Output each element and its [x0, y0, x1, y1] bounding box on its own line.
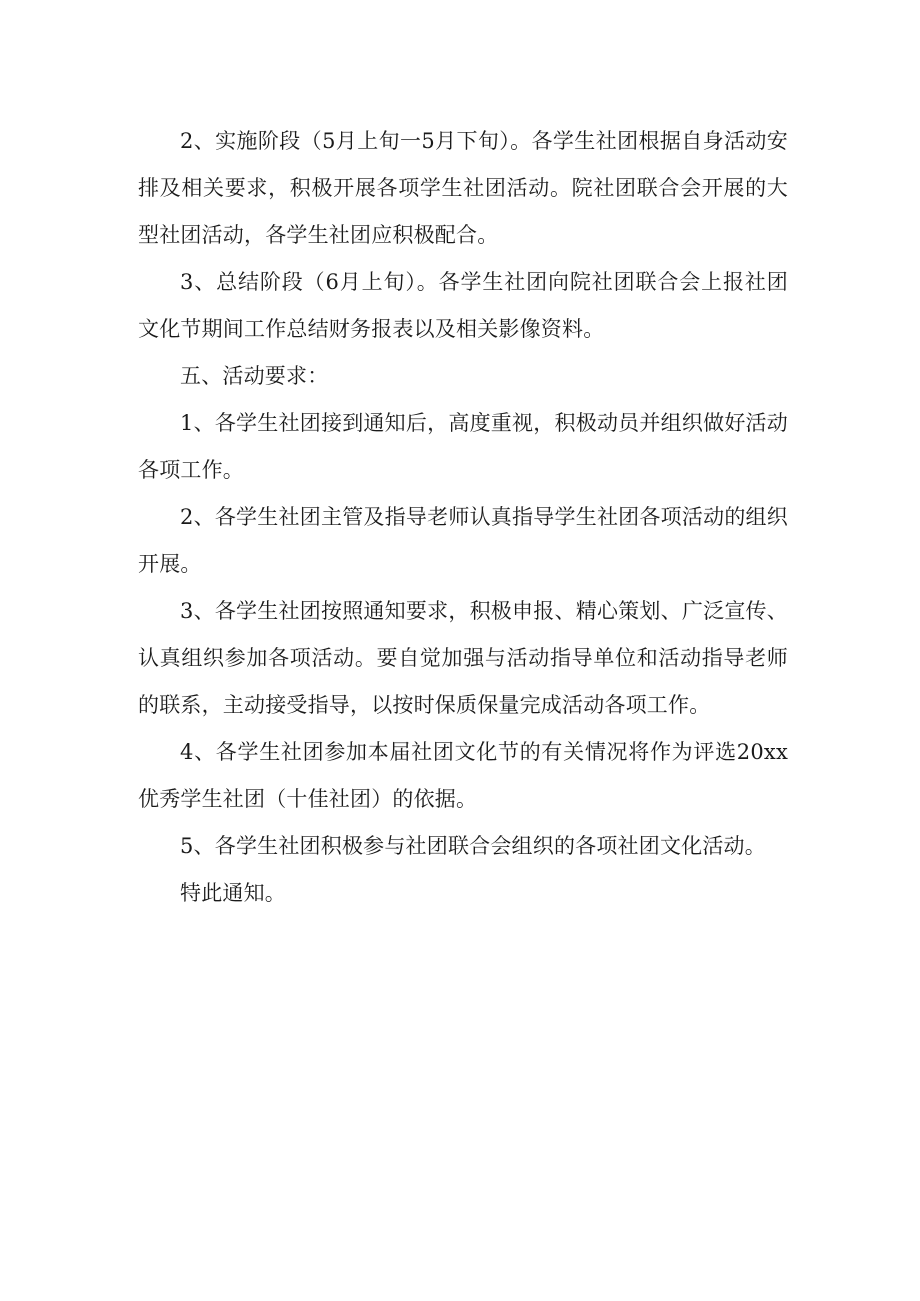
paragraph-requirement-5: 5、各学生社团积极参与社团联合会组织的各项社团文化活动。	[180, 834, 766, 858]
paragraph-stage-2-implementation: 2、实施阶段（5月上旬一5月下旬）。各学生社团根据自身活动安排及相关要求，积极开展各项学生社团活动。院社团联合会开展的大型社团活动，各学生社团应积极配合。	[138, 129, 788, 247]
paragraph-requirement-4: 4、各学生社团参加本届社团文化节的有关情况将作为评选20xx优秀学生社团（十佳社团）的依据。	[138, 740, 788, 811]
paragraph-requirement-2: 2、各学生社团主管及指导老师认真指导学生社团各项活动的组织开展。	[138, 505, 788, 576]
closing-notice: 特此通知。	[180, 881, 286, 905]
paragraph-requirement-1: 1、各学生社团接到通知后，高度重视，积极动员并组织做好活动各项工作。	[138, 411, 788, 482]
paragraph-stage-3-summary: 3、总结阶段（6月上旬）。各学生社团向院社团联合会上报社团文化节期间工作总结财务报表以及相关影像资料。	[138, 270, 788, 341]
section-heading-requirements: 五、活动要求：	[180, 364, 329, 388]
paragraph-requirement-3: 3、各学生社团按照通知要求，积极申报、精心策划、广泛宣传、认真组织参加各项活动。要自觉加强与活动指导单位和活动指导老师的联系，主动接受指导，以按时保质保量完成活动各项工作。	[138, 599, 788, 717]
document-body	[138, 118, 788, 917]
